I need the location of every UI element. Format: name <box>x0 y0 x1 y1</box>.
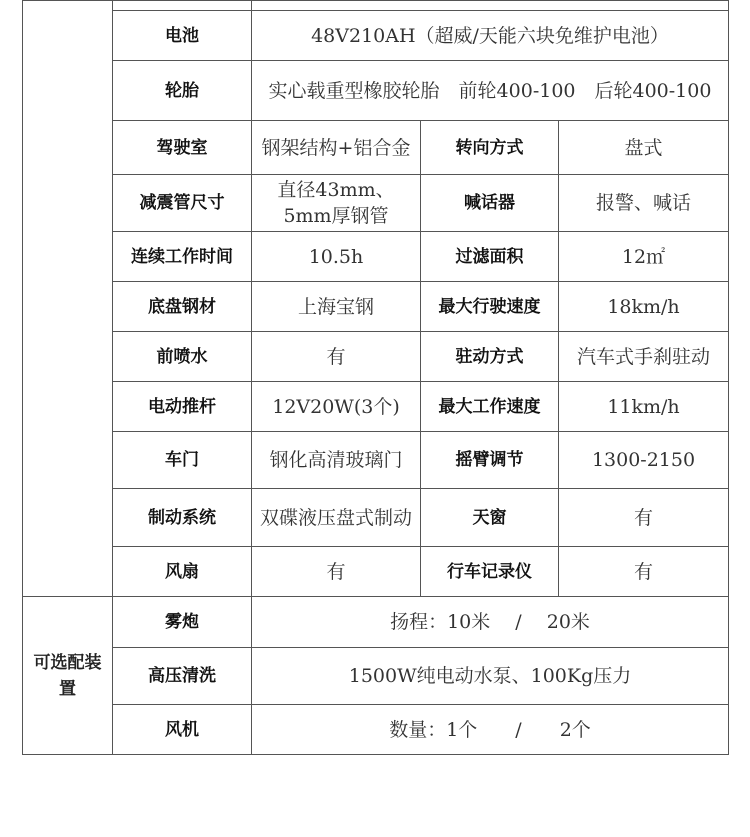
table-row <box>23 705 729 755</box>
row-value: 双碟液压盘式制动 <box>252 489 421 547</box>
row-label: 驾驶室 <box>113 121 252 175</box>
table-row <box>23 11 729 61</box>
row-value: 钢架结构+铝合金 <box>252 121 421 175</box>
row-label: 底盘钢材 <box>113 282 252 332</box>
row-label: 最大行驶速度 <box>421 282 559 332</box>
row-value: 上海宝钢 <box>252 282 421 332</box>
row-value: 11km/h <box>559 382 729 432</box>
row-value: 钢化高清玻璃门 <box>252 432 421 489</box>
row-value: 扬程：10米 / 20米 <box>252 597 729 648</box>
row-value: 1300-2150 <box>559 432 729 489</box>
row-label: 电池 <box>113 11 252 61</box>
row-label: 最大工作速度 <box>421 382 559 432</box>
row-label: 电动推杆 <box>113 382 252 432</box>
row-value: 有 <box>559 547 729 597</box>
table-row <box>23 648 729 705</box>
row-label: 驻动方式 <box>421 332 559 382</box>
table-row <box>23 597 729 648</box>
row-label: 摇臂调节 <box>421 432 559 489</box>
row-label: 减震管尺寸 <box>113 175 252 232</box>
row-value: 18km/h <box>559 282 729 332</box>
row-value: 有 <box>559 489 729 547</box>
table-row <box>23 282 729 332</box>
table-row <box>23 1 729 11</box>
table-row <box>23 232 729 282</box>
row-value: 1500W纯电动水泵、100Kg压力 <box>252 648 729 705</box>
row-label: 行车记录仪 <box>421 547 559 597</box>
row-label: 风机 <box>113 705 252 755</box>
row-value: 48V210AH（超威/天能六块免维护电池） <box>252 11 729 61</box>
row-value: 汽车式手刹驻动 <box>559 332 729 382</box>
table-row <box>23 547 729 597</box>
table-row <box>23 332 729 382</box>
row-value: 数量：1个 / 2个 <box>252 705 729 755</box>
spec-table <box>22 0 729 755</box>
left-group-cell <box>23 1 113 597</box>
row-label: 天窗 <box>421 489 559 547</box>
table-row <box>23 175 729 232</box>
row-label: 前喷水 <box>113 332 252 382</box>
row-label: 制动系统 <box>113 489 252 547</box>
row-value: 实心载重型橡胶轮胎 前轮400-100 后轮400-100 <box>252 61 729 121</box>
table-row <box>23 121 729 175</box>
optional-group-label: 可选配装置 <box>23 597 113 755</box>
row-label: 车门 <box>113 432 252 489</box>
row-value: 有 <box>252 547 421 597</box>
row-label: 喊话器 <box>421 175 559 232</box>
row-value: 报警、喊话 <box>559 175 729 232</box>
row-value: 12V20W(3个) <box>252 382 421 432</box>
table-row <box>23 61 729 121</box>
row-label: 轮胎 <box>113 61 252 121</box>
row-label: 连续工作时间 <box>113 232 252 282</box>
table-row <box>23 382 729 432</box>
row-value: 有 <box>252 332 421 382</box>
row-label: 高压清洗 <box>113 648 252 705</box>
row-value: 盘式 <box>559 121 729 175</box>
row-value: 10.5h <box>252 232 421 282</box>
row-label: 风扇 <box>113 547 252 597</box>
row-value: 12㎡ <box>559 232 729 282</box>
row-value: 直径43mm、5mm厚钢管 <box>252 175 421 232</box>
row-label: 转向方式 <box>421 121 559 175</box>
row-label: 过滤面积 <box>421 232 559 282</box>
table-row <box>23 489 729 547</box>
row-label: 雾炮 <box>113 597 252 648</box>
table-row <box>23 432 729 489</box>
